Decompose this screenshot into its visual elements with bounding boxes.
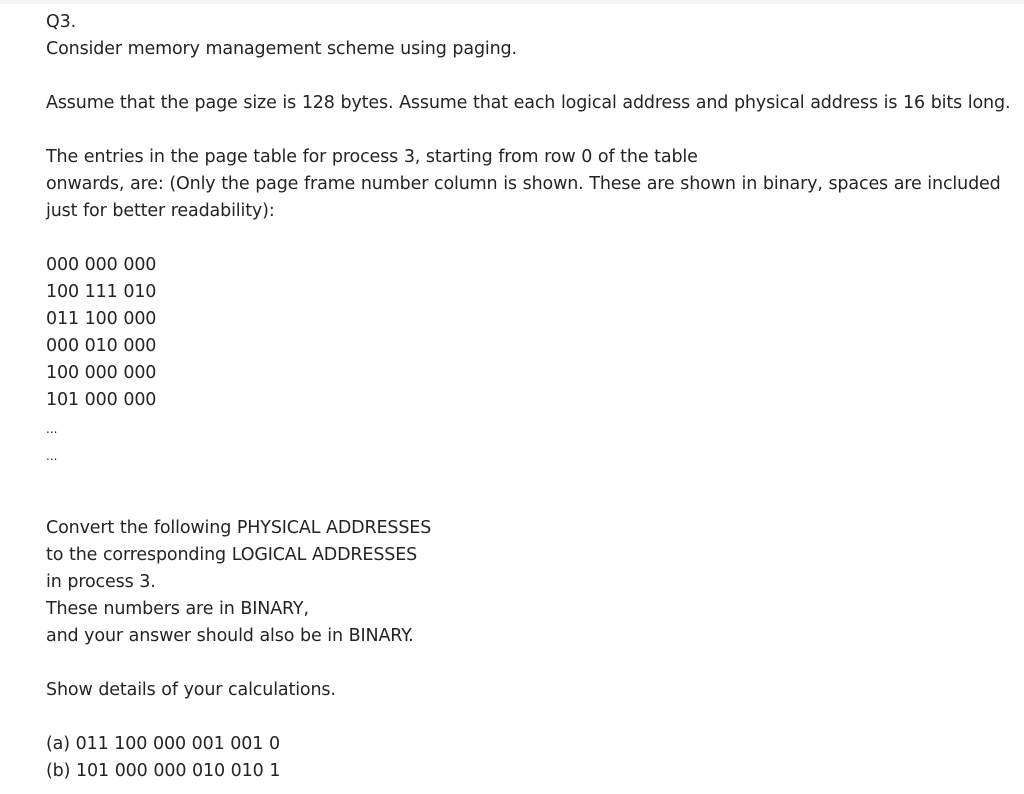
physical-address-a: (a) 011 100 000 001 001 0 [46,734,280,754]
spacer [46,495,1024,515]
instruction-line: These numbers are in BINARY, [46,599,309,619]
spacer [46,225,1024,252]
question-body [46,9,1024,785]
page-table-entry: 000 000 000 [46,255,157,275]
show-details-text: Show details of your calculations. [46,680,336,700]
spacer [46,117,1024,144]
page-table-entry: 011 100 000 [46,309,157,329]
page-table-entry: 100 000 000 [46,363,157,383]
instruction-line: in process 3. [46,572,156,592]
assumption-text: Assume that the page size is 128 bytes. Assume that each logical address and physical address is 16 bits long. [46,93,1011,113]
physical-address-b: (b) 101 000 000 010 010 1 [46,761,281,781]
question-label: Q3. [46,12,77,32]
question-intro: Consider memory management scheme using paging. [46,39,517,59]
entries-intro-line: just for better readability): [46,201,275,221]
top-divider [0,0,1024,4]
ellipsis: ... [46,449,58,463]
page-table-entry: 000 010 000 [46,336,157,356]
instruction-line: Convert the following PHYSICAL ADDRESSES [46,518,432,538]
instructions-block [46,515,1024,650]
entries-intro-line: The entries in the page table for process 3, starting from row 0 of the table [46,147,698,167]
page-table-entry: 100 111 010 [46,282,157,302]
address-list [46,731,1024,785]
page-table-entry: 101 000 000 [46,390,157,410]
instruction-line: and your answer should also be in BINARY. [46,626,414,646]
ellipsis: ... [46,422,58,436]
entries-intro-line: onwards, are: (Only the page frame number column is shown. These are shown in binary, spaces are included [46,174,1001,194]
instruction-line: to the corresponding LOGICAL ADDRESSES [46,545,418,565]
page-table-list [46,252,1024,468]
spacer [46,63,1024,90]
spacer [46,468,1024,495]
spacer [46,704,1024,731]
spacer [46,650,1024,677]
